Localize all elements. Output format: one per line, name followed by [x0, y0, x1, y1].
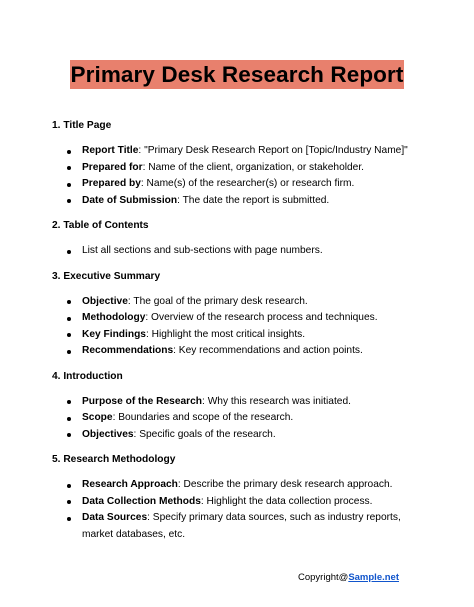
- item-text: : Name(s) of the researcher(s) or research firm.: [140, 178, 355, 189]
- section-title-page: [52, 118, 432, 209]
- section-heading: 2. Table of Contents: [52, 220, 149, 231]
- item-text: : Name of the client, organization, or stakeholder.: [142, 161, 364, 173]
- bullet-icon: [67, 150, 71, 154]
- list-item: [52, 394, 432, 411]
- footer-copyright: [298, 572, 399, 584]
- bullet-icon: [67, 317, 71, 321]
- item-text: : Highlight the most critical insights.: [145, 328, 306, 340]
- section-list: [52, 294, 432, 360]
- list-item: [52, 294, 432, 311]
- bullet-icon: [67, 350, 71, 354]
- footer-prefix: Copyright@: [298, 572, 349, 583]
- list-item: [52, 176, 432, 193]
- item-label: Date of Submission: [82, 194, 178, 206]
- bullet-icon: [67, 517, 71, 521]
- item-label: Recommendations: [82, 345, 174, 356]
- item-text: : Overview of the research process and techniques.: [145, 312, 378, 323]
- list-item: [52, 193, 432, 210]
- list-item: [52, 160, 432, 177]
- item-text: : Boundaries and scope of the research.: [112, 412, 294, 423]
- item-text: : Specific goals of the research.: [133, 428, 276, 440]
- list-item: [52, 494, 432, 511]
- item-text: : "Primary Desk Research Report on [Topic/Industry Name]": [138, 145, 408, 156]
- item-label: Scope: [82, 412, 113, 423]
- item-text: : Describe the primary desk research approach.: [177, 479, 393, 490]
- item-label: Report Title: [82, 145, 139, 156]
- item-label: Data Collection Methods: [82, 495, 201, 507]
- bullet-icon: [67, 433, 71, 437]
- section-heading: 1. Title Page: [52, 120, 112, 131]
- item-label: Research Approach: [82, 479, 178, 490]
- page-title-wrapper: [0, 60, 474, 89]
- item-text: : Highlight the data collection process.: [200, 495, 373, 507]
- item-label: Purpose of the Research: [82, 395, 203, 407]
- section-list: [52, 394, 432, 444]
- section-heading: 3. Executive Summary: [52, 270, 161, 282]
- bullet-icon: [67, 500, 71, 504]
- section-research-methodology: [52, 452, 432, 543]
- bullet-icon: [67, 484, 71, 488]
- item-text: List all sections and sub-sections with page numbers.: [82, 245, 323, 256]
- item-text: : Specify primary data sources, such as industry reports, market databases, etc.: [82, 512, 401, 540]
- item-text: : The goal of the primary desk research.: [127, 295, 308, 307]
- bullet-icon: [67, 300, 71, 304]
- section-list: [52, 243, 432, 260]
- item-label: Objectives: [82, 428, 134, 440]
- list-item: [52, 243, 432, 260]
- document-body: [52, 118, 432, 552]
- bullet-icon: [67, 166, 71, 170]
- sample-net-link[interactable]: Sample.net: [348, 572, 399, 583]
- item-label: Prepared for: [82, 161, 143, 173]
- bullet-icon: [67, 417, 71, 421]
- bullet-icon: [67, 199, 71, 203]
- section-list: [52, 143, 432, 209]
- list-item: [52, 510, 432, 543]
- list-item: [52, 410, 432, 427]
- list-item: [52, 477, 432, 494]
- section-list: [52, 477, 432, 543]
- list-item: [52, 427, 432, 444]
- item-label: Key Findings: [82, 328, 146, 340]
- section-heading: 4. Introduction: [52, 370, 123, 382]
- bullet-icon: [67, 183, 71, 187]
- bullet-icon: [67, 400, 71, 404]
- item-label: Objective: [82, 295, 128, 307]
- section-introduction: [52, 369, 432, 444]
- item-text: : Key recommendations and action points.: [173, 345, 363, 356]
- item-text: : Why this research was initiated.: [202, 395, 351, 407]
- list-item: [52, 343, 432, 360]
- item-text: : The date the report is submitted.: [177, 194, 330, 206]
- list-item: [52, 310, 432, 327]
- bullet-icon: [67, 250, 71, 254]
- section-table-of-contents: [52, 218, 432, 260]
- item-label: Prepared by: [82, 178, 141, 189]
- page-title: Primary Desk Research Report: [70, 62, 404, 87]
- bullet-icon: [67, 333, 71, 337]
- list-item: [52, 327, 432, 344]
- section-heading: 5. Research Methodology: [52, 454, 176, 465]
- item-label: Data Sources: [82, 512, 148, 523]
- item-label: Methodology: [82, 312, 146, 323]
- section-executive-summary: [52, 269, 432, 360]
- list-item: [52, 143, 432, 160]
